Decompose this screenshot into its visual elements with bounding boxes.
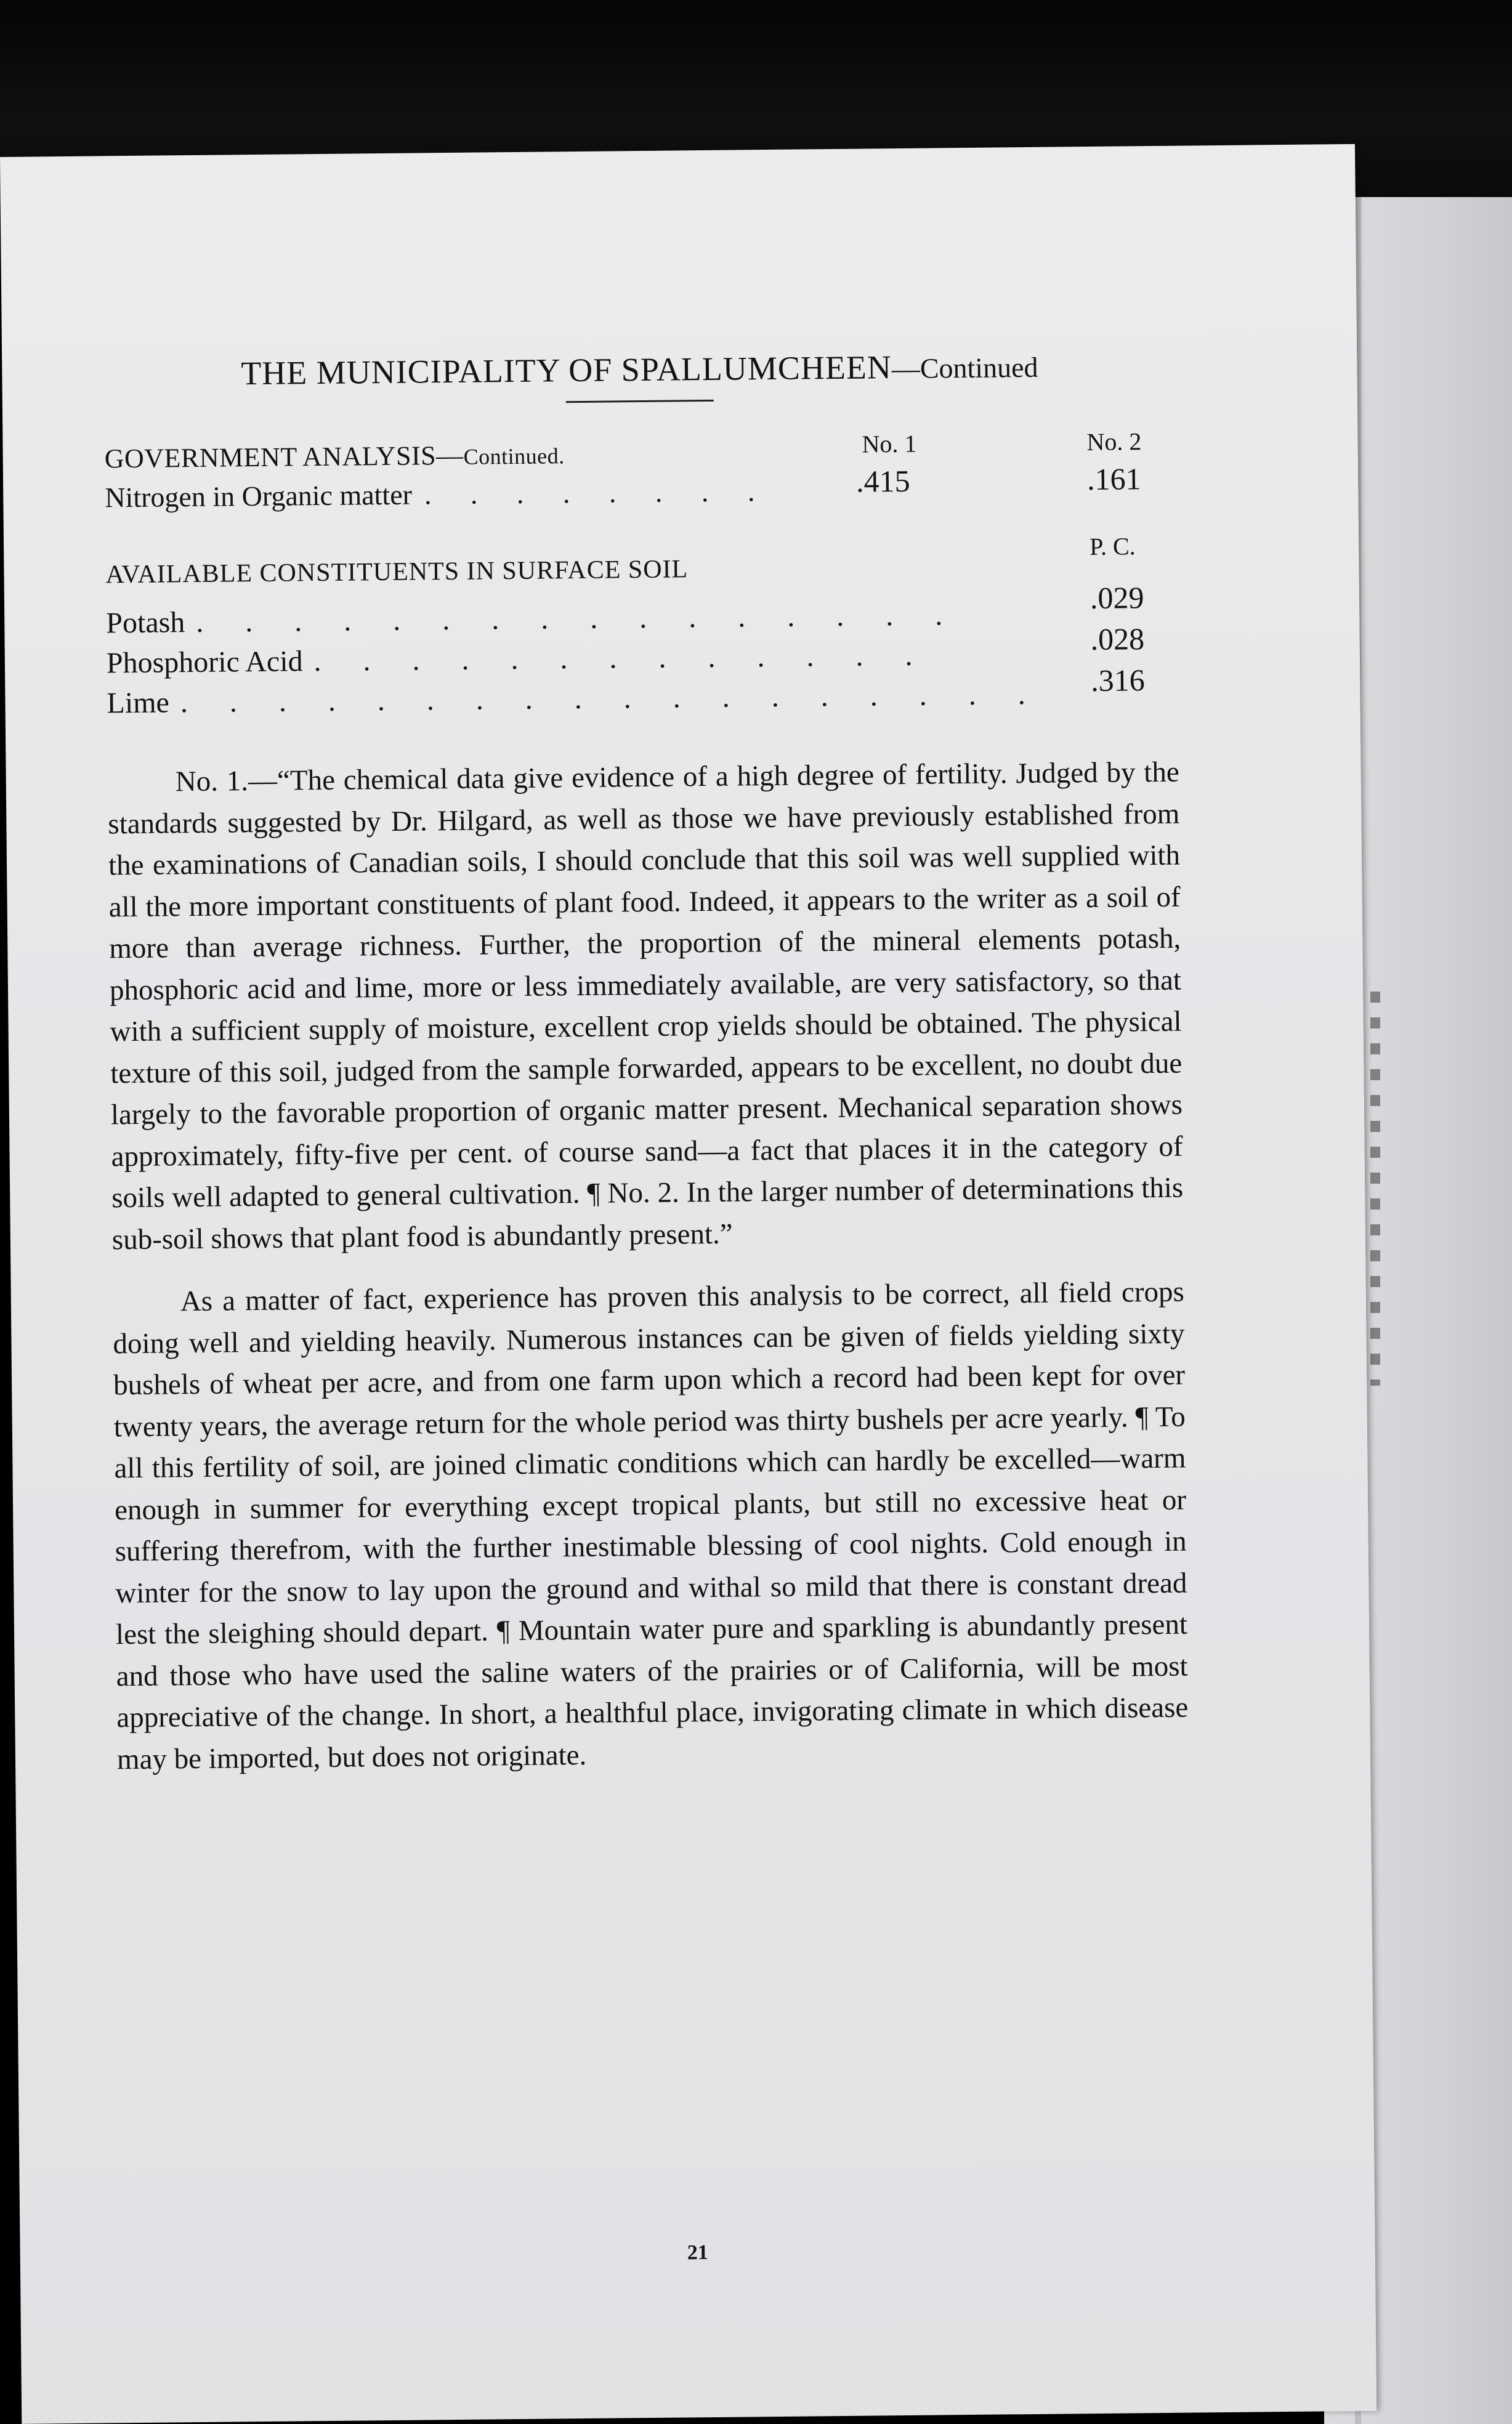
constituent-value-lime: .316	[1090, 663, 1146, 698]
constituent-row-potash	[106, 598, 960, 640]
constituent-name: Potash	[106, 606, 185, 640]
adjacent-page-text-fragment	[1370, 992, 1380, 1386]
constituent-value-phosphoric-acid: .028	[1090, 621, 1145, 657]
dot-leader: . . . . . . . . . . . . . . . . . .	[180, 677, 1043, 719]
analysis-label-continued: Continued.	[463, 443, 565, 469]
page-content	[103, 343, 1189, 1781]
page-number: 21	[687, 2241, 708, 2264]
constituent-row-lime	[107, 677, 1043, 721]
body-paragraph-climate: As a matter of fact, experience has proven this analysis to be correct, all field crops doing well and yielding heavily. Numerous instances can be given of fields yielding sixty bushels of wheat per acre, and from one farm upon which a record had been kept for over twenty years, the average return for the whole period was thirty bushels per acre yearly. ¶ To all this fertility of soil, are joined climatic conditions which can hardly be excelled—warm enough in summer for everything except tropical plants, but still no excessive heat or suffering therefrom, with the further inestimable blessing of cool nights. Cold enough in winter for the snow to lay upon the ground and withal so mild that there is constant dread lest the sleighing should depart. ¶ Mountain water pure and sparkling is abundantly present and those who have used the saline waters of the prairies or of California, will be most appreciative of the change. In short, a healthful place, invigorating climate in which disease may be imported, but does not originate.	[113, 1275, 1189, 1776]
government-analysis-table	[104, 427, 1176, 517]
dot-leader: . . . . . . . .	[424, 475, 771, 511]
available-constituents-table	[105, 531, 1179, 727]
dot-leader: . . . . . . . . . . . . .	[313, 639, 930, 678]
column-header-no2: No. 2	[1086, 427, 1142, 456]
column-header-no1: No. 1	[862, 429, 917, 458]
nitrogen-row	[105, 475, 771, 514]
nitrogen-value-no1: .415	[855, 463, 910, 499]
analysis-label-text: GOVERNMENT ANALYSIS—	[104, 440, 464, 474]
percent-unit-header: P. C.	[1089, 532, 1136, 561]
body-paragraph-analysis-quote: No. 1.—“The chemical data give evidence of a high degree of fertility. Judged by the standards suggested by Dr. Hilgard, as well as those we have previously established from the examinations of Canadian soils, I should conclude that this soil was well supplied with all the more important constituents of plant food. Indeed, it appears to the writer as a soil of more than average richness. Further, the proportion of the mineral elements potash, phosphoric acid and lime, more or less immediately available, are very satisfactory, so that with a sufficient supply of moisture, excellent crop yields should be obtained. The physical texture of this soil, judged from the sample forwarded, appears to be excellent, no doubt due largely to the favorable proportion of organic matter present. Mechanical separation shows approximately, fifty-five per cent. of course sand—a fact that places it in the category of soils well adapted to general cultivation. ¶ No. 2. In the larger number of determinations this sub-soil shows that plant food is abundantly present.”	[108, 756, 1184, 1256]
constituent-row-phosphoric-acid	[107, 639, 930, 681]
constituent-value-potash: .029	[1090, 580, 1144, 616]
nitrogen-row-label: Nitrogen in Organic matter	[105, 479, 413, 514]
book-page	[0, 144, 1377, 2424]
constituent-name: Lime	[107, 686, 170, 720]
running-head-continued: —Continued	[891, 351, 1038, 385]
dot-leader: . . . . . . . . . . . . . . . .	[196, 599, 960, 639]
constituent-name: Phosphoric Acid	[106, 645, 303, 680]
available-constituents-label: AVAILABLE CONSTITUENTS IN SURFACE SOIL	[105, 555, 689, 589]
nitrogen-value-no2: .161	[1086, 461, 1141, 497]
head-rule	[566, 400, 714, 403]
running-head	[103, 343, 1176, 398]
government-analysis-label	[104, 438, 564, 474]
running-head-title: THE MUNICIPALITY OF SPALLUMCHEEN	[240, 349, 892, 392]
